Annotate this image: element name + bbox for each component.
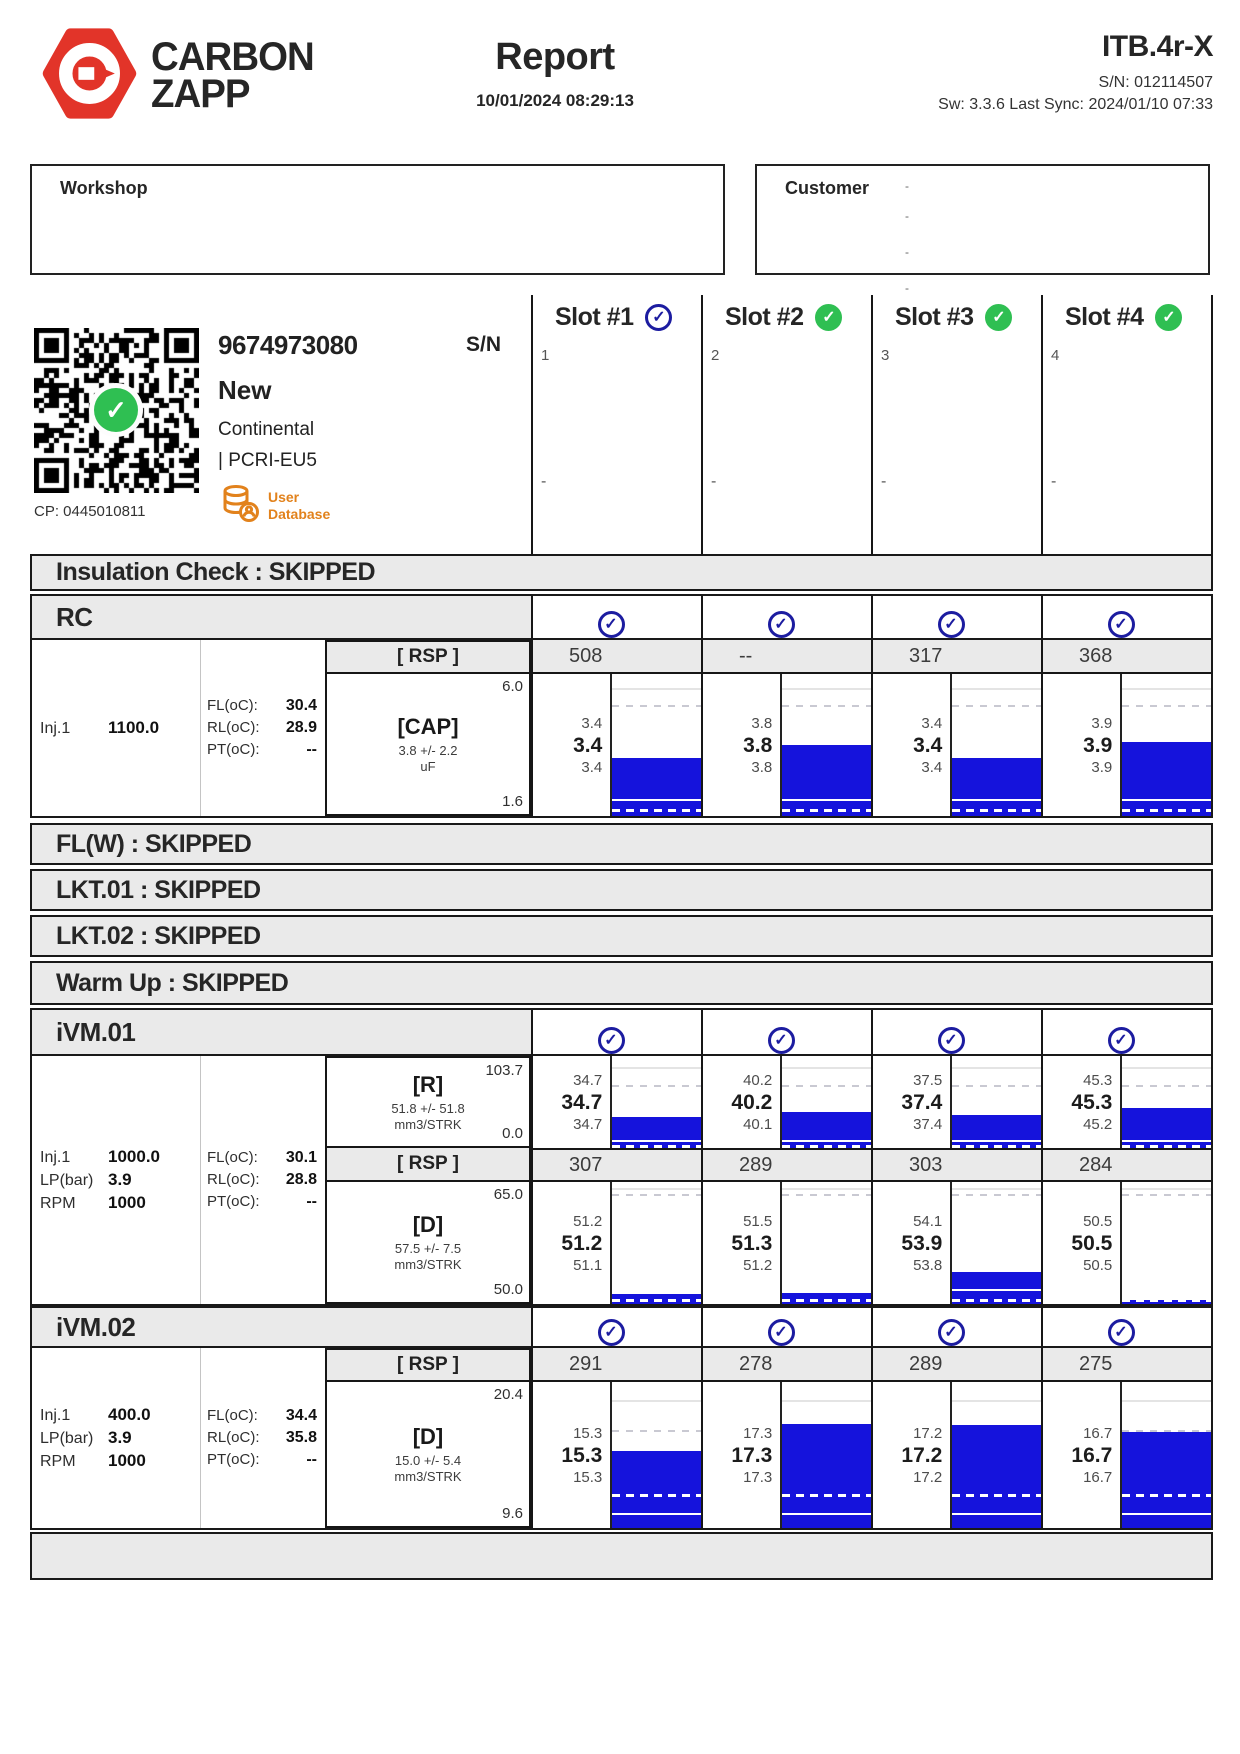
ivm02-section-header xyxy=(30,1306,1213,1348)
rsp-header: [ RSP ] xyxy=(325,1348,531,1382)
measure-label: [D] xyxy=(412,1424,444,1449)
measure-unit: uF xyxy=(420,759,436,774)
value-bar xyxy=(782,745,871,816)
check-icon xyxy=(598,611,625,638)
cap-bar-chart: 3.4 3.4 3.4 xyxy=(873,674,1041,816)
cap-measure-box xyxy=(325,674,531,816)
ivm01-slot-1 xyxy=(531,1056,701,1304)
rsp-value: -- xyxy=(703,640,871,674)
rsp-value: 289 xyxy=(703,1148,871,1182)
measure-tolerance: 3.8 +/- 2.2 xyxy=(398,743,458,758)
axis-max: 65.0 xyxy=(493,1186,523,1203)
page-title: Report xyxy=(495,36,615,78)
value-bar xyxy=(782,1112,871,1148)
lkt02-skipped-banner: LKT.02 : SKIPPED xyxy=(30,915,1213,957)
ivm02-slot-1 xyxy=(531,1348,701,1528)
measure-tolerance: 51.8 +/- 51.8 xyxy=(391,1101,465,1116)
value-bar xyxy=(612,758,701,816)
bar-plot xyxy=(950,674,1041,816)
axis-min: 9.6 xyxy=(502,1505,523,1522)
rc-slot-4 xyxy=(1041,640,1211,816)
value-bar xyxy=(952,758,1041,816)
customer-placeholder-dashes: - - - - xyxy=(905,179,909,295)
ivm01-title: iVM.01 xyxy=(56,1016,136,1047)
r-bar-chart: 40.2 40.2 40.1 xyxy=(703,1056,871,1148)
check-icon xyxy=(938,611,965,638)
measure-tolerance: 15.0 +/- 5.4 xyxy=(394,1453,462,1468)
slot-header: Slot #2 ✓ xyxy=(703,295,871,332)
value-bar xyxy=(952,1115,1041,1148)
axis-min: 1.6 xyxy=(502,793,523,810)
slot-header: Slot #1 ✓ xyxy=(533,295,701,332)
injector-condition: New xyxy=(218,375,272,405)
value-bar xyxy=(612,1451,701,1528)
bar-plot xyxy=(1120,1382,1211,1528)
check-icon xyxy=(1108,1319,1135,1346)
r-measure-box xyxy=(325,1056,531,1148)
warmup-skipped-banner: Warm Up : SKIPPED xyxy=(30,961,1213,1005)
bar-plot xyxy=(950,1382,1041,1528)
flw-skipped-banner: FL(W) : SKIPPED xyxy=(30,823,1213,865)
bar-plot xyxy=(780,674,871,816)
slot-column-3 xyxy=(871,295,1041,554)
lkt01-skipped-banner: LKT.01 : SKIPPED xyxy=(30,869,1213,911)
rsp-value: 284 xyxy=(1043,1148,1211,1182)
injector-cp-number: CP: 0445010811 xyxy=(34,503,146,520)
axis-max: 20.4 xyxy=(493,1386,523,1403)
report-datetime: 10/01/2024 08:29:13 xyxy=(476,91,634,110)
rc-section-data xyxy=(30,640,1213,818)
measure-unit: mm3/STRK xyxy=(394,1469,462,1484)
workshop-label: Workshop xyxy=(60,178,148,198)
injector-sn-label: S/N xyxy=(465,333,501,356)
r-bar-chart: 34.7 34.7 34.7 xyxy=(533,1056,701,1148)
check-icon xyxy=(938,1027,965,1054)
customer-label: Customer xyxy=(785,178,870,198)
measure-unit: mm3/STRK xyxy=(394,1117,462,1132)
value-bar xyxy=(1122,1108,1211,1148)
check-icon xyxy=(1108,611,1135,638)
value-bar xyxy=(1122,742,1211,816)
d-bar-chart: 15.3 15.3 15.3 xyxy=(533,1382,701,1528)
injector-manufacturer: Continental xyxy=(218,419,315,440)
device-sync-info: Sw: 3.3.6 Last Sync: 2024/01/10 07:33 xyxy=(938,96,1213,113)
user-database-label: User Database xyxy=(268,489,331,522)
workshop-box xyxy=(30,164,725,275)
slot-number: 4 xyxy=(1051,347,1060,364)
rsp-value: 278 xyxy=(703,1348,871,1382)
check-icon xyxy=(768,1319,795,1346)
d-measure-box xyxy=(325,1382,531,1528)
slot-status-check-icon xyxy=(1155,304,1182,331)
footer-banner xyxy=(30,1532,1213,1580)
slot-placeholder: - xyxy=(711,473,717,490)
axis-min: 50.0 xyxy=(493,1281,523,1298)
d-bar-chart: 51.2 51.2 51.1 xyxy=(533,1182,701,1304)
device-serial: S/N: 012114507 xyxy=(1098,74,1213,91)
slot-number: 1 xyxy=(541,347,550,364)
rc-title: RC xyxy=(56,601,93,632)
bar-plot xyxy=(780,1182,871,1304)
slot-column-2 xyxy=(701,295,871,554)
r-bar-chart: 45.3 45.3 45.2 xyxy=(1043,1056,1211,1148)
bar-plot xyxy=(610,1382,701,1528)
d-measure-box xyxy=(325,1182,531,1304)
brand-name: CARBON ZAPP xyxy=(151,35,314,116)
ivm02-section-data xyxy=(30,1348,1213,1530)
slot-panel xyxy=(30,295,1213,554)
user-database-icon xyxy=(220,483,260,528)
slot-number: 2 xyxy=(711,347,720,364)
customer-box xyxy=(755,164,1210,295)
slot-status-check-icon xyxy=(815,304,842,331)
rc-temperatures: FL(oC): 30.4 RL(oC): 28.9 PT(oC): -- xyxy=(200,640,325,816)
bar-plot xyxy=(1120,1182,1211,1304)
slot-header: Slot #3 ✓ xyxy=(873,295,1041,332)
measure-tolerance: 57.5 +/- 7.5 xyxy=(394,1241,462,1256)
d-bar-chart: 17.2 17.2 17.2 xyxy=(873,1382,1041,1528)
ivm02-title: iVM.02 xyxy=(56,1311,136,1342)
measure-label: [R] xyxy=(412,1072,444,1097)
slot-placeholder: - xyxy=(541,473,547,490)
rc-slot-3 xyxy=(871,640,1041,816)
device-model: ITB.4r-X xyxy=(1101,30,1213,63)
bar-plot xyxy=(610,1182,701,1304)
cap-bar-chart: 3.9 3.9 3.9 xyxy=(1043,674,1211,816)
rsp-value: 303 xyxy=(873,1148,1041,1182)
bar-plot xyxy=(950,1182,1041,1304)
insulation-check-banner: Insulation Check : SKIPPED xyxy=(30,554,1213,591)
bar-plot xyxy=(780,1056,871,1148)
rc-section-header xyxy=(30,594,1213,640)
rsp-header: [ RSP ] xyxy=(325,1148,531,1182)
r-bar-chart: 37.5 37.4 37.4 xyxy=(873,1056,1041,1148)
rc-slot-2 xyxy=(701,640,871,816)
rsp-value: 291 xyxy=(533,1348,701,1382)
slot-placeholder: - xyxy=(1051,473,1057,490)
axis-max: 6.0 xyxy=(502,678,523,695)
ivm01-slot-3 xyxy=(871,1056,1041,1304)
slot-status-check-icon xyxy=(645,304,672,331)
d-bar-chart: 50.5 50.5 50.5 xyxy=(1043,1182,1211,1304)
value-bar xyxy=(782,1424,871,1528)
cap-bar-chart: 3.4 3.4 3.4 xyxy=(533,674,701,816)
rsp-value: 289 xyxy=(873,1348,1041,1382)
check-icon xyxy=(598,1319,625,1346)
value-bar xyxy=(612,1117,701,1148)
check-icon xyxy=(1108,1027,1135,1054)
rsp-value: 508 xyxy=(533,640,701,674)
brand-logo xyxy=(42,26,321,126)
rsp-value: 368 xyxy=(1043,640,1211,674)
d-bar-chart: 17.3 17.3 17.3 xyxy=(703,1382,871,1528)
measure-label: [D] xyxy=(412,1212,444,1237)
axis-max: 103.7 xyxy=(485,1062,523,1079)
slot-column-4 xyxy=(1041,295,1211,554)
rsp-value: 317 xyxy=(873,640,1041,674)
rsp-value: 275 xyxy=(1043,1348,1211,1382)
d-bar-chart: 54.1 53.9 53.8 xyxy=(873,1182,1041,1304)
bar-plot xyxy=(610,674,701,816)
ivm01-slot-4 xyxy=(1041,1056,1211,1304)
injector-code: 9674973080 xyxy=(218,330,358,360)
slot-number: 3 xyxy=(881,347,890,364)
d-bar-chart: 16.7 16.7 16.7 xyxy=(1043,1382,1211,1528)
user-database-badge xyxy=(220,483,330,528)
carbon-zapp-logo-icon xyxy=(42,26,137,126)
rc-test-parameters: Inj.1 1100.0 xyxy=(40,718,160,737)
ivm01-section-header xyxy=(30,1008,1213,1056)
d-bar-chart: 51.5 51.3 51.2 xyxy=(703,1182,871,1304)
ivm02-temperatures: FL(oC): 34.4 RL(oC): 35.8 PT(oC): -- xyxy=(200,1348,325,1528)
check-icon xyxy=(938,1319,965,1346)
measure-label: [CAP] xyxy=(397,714,459,739)
ivm02-slot-2 xyxy=(701,1348,871,1528)
ivm01-test-parameters: Inj.1 1000.0 LP(bar) 3.9 RPM 1000 xyxy=(40,1147,160,1212)
ivm02-slot-3 xyxy=(871,1348,1041,1528)
ivm01-temperatures: FL(oC): 30.1 RL(oC): 28.8 PT(oC): -- xyxy=(200,1056,325,1304)
bar-plot xyxy=(950,1056,1041,1148)
qr-verified-icon: ✓ xyxy=(89,383,143,437)
bar-plot xyxy=(780,1382,871,1528)
measure-unit: mm3/STRK xyxy=(394,1257,462,1272)
slot-placeholder: - xyxy=(881,473,887,490)
ivm01-slot-2 xyxy=(701,1056,871,1304)
axis-min: 0.0 xyxy=(502,1125,523,1142)
ivm02-slot-4 xyxy=(1041,1348,1211,1528)
bar-plot xyxy=(1120,674,1211,816)
check-icon xyxy=(768,1027,795,1054)
rsp-header: [ RSP ] xyxy=(325,640,531,674)
rc-slot-1 xyxy=(531,640,701,816)
ivm02-test-parameters: Inj.1 400.0 LP(bar) 3.9 RPM 1000 xyxy=(40,1405,151,1470)
injector-type: | PCRI-EU5 xyxy=(218,450,317,471)
slot-status-check-icon xyxy=(985,304,1012,331)
injector-info xyxy=(30,295,531,554)
bar-plot xyxy=(1120,1056,1211,1148)
cap-bar-chart: 3.8 3.8 3.8 xyxy=(703,674,871,816)
check-icon xyxy=(768,611,795,638)
bar-plot xyxy=(610,1056,701,1148)
rsp-value: 307 xyxy=(533,1148,701,1182)
slot-header: Slot #4 ✓ xyxy=(1043,295,1211,332)
slot-column-1 xyxy=(531,295,701,554)
check-icon xyxy=(598,1027,625,1054)
ivm01-section-data xyxy=(30,1056,1213,1306)
